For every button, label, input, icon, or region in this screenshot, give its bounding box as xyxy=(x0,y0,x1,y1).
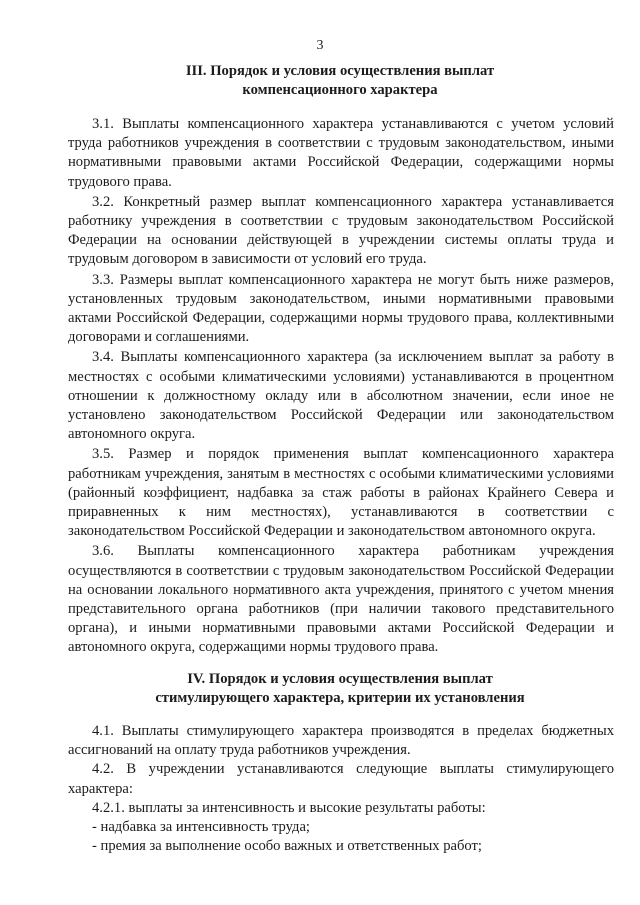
paragraph-3-1: 3.1. Выплаты компенсационного характера устанавливаются с учетом условий труда работников учреждения в соответствии с трудовым законодательством, иными нормативными правовыми актами Российской Федерации, содержащими нормы трудового права. xyxy=(68,116,614,190)
paragraph-4-1: 4.1. Выплаты стимулирующего характера производятся в пределах бюджетных ассигнований на оплату труда работников учреждения. xyxy=(68,723,614,759)
section-3-heading xyxy=(60,62,620,100)
paragraph-3-5: 3.5. Размер и порядок применения выплат компенсационного характера работникам учреждения, занятым в местностях с особыми климатическими условиями (районный коэффициент, надбавка за стаж работы в районах Крайнего Севера и приравненных к ним местностях), устанавливаются в соответствии с законодательством Российской Федерации и законодательством автономного округа. xyxy=(68,446,614,540)
section-3-title-line-2: компенсационного характера xyxy=(242,82,438,98)
paragraph-3-4: 3.4. Выплаты компенсационного характера (за исключением выплат за работу в местностях с особыми климатическими условиями) устанавливаются в процентном отношении к должностному окладу или в абсолютном значении, если иное не установлено законодательством Российской Федерации или законодательством автономного округа. xyxy=(68,349,614,443)
subitem-4-2-1: 4.2.1. выплаты за интенсивность и высокие результаты работы: xyxy=(92,799,486,816)
section-4-heading xyxy=(60,670,620,708)
paragraph-4-2: 4.2. В учреждении устанавливаются следующие выплаты стимулирующего характера: xyxy=(68,761,614,797)
section-4-title-line-1: IV. Порядок и условия осуществления выплат xyxy=(187,671,493,687)
section-4-title-line-2: стимулирующего характера, критерии их установления xyxy=(155,690,525,706)
section-4-body xyxy=(68,722,614,856)
paragraph-3-6: 3.6. Выплаты компенсационного характера работникам учреждения осуществляются в соответствии с трудовым законодательством Российской Федерации на основании локального нормативного акта учреждения, принятого с учетом мнения представительного органа работников (при наличии такового представительного органа), и иными нормативными правовыми актами Российской Федерации и автономного округа, содержащими нормы трудового права. xyxy=(68,543,614,656)
paragraph-3-2: 3.2. Конкретный размер выплат компенсационного характера устанавливается работнику учреждения в соответствии с трудовым законодательством Российской Федерации на основании действующей в учреждении системы оплаты труда и трудовым договором в зависимости от условий его труда. xyxy=(68,193,614,268)
list-item: - премия за выполнение особо важных и ответственных работ; xyxy=(92,838,482,855)
section-3-title-line-1: III. Порядок и условия осуществления выплат xyxy=(185,63,495,79)
section-3-body xyxy=(68,115,614,658)
paragraph-3-3: 3.3. Размеры выплат компенсационного характера не могут быть ниже размеров, установленных трудовым законодательством, иными нормативными правовыми актами Российской Федерации, содержащими нормы трудового права, коллективными договорами и соглашениями. xyxy=(68,271,614,346)
list-item: - надбавка за интенсивность труда; xyxy=(92,819,310,836)
page-number: 3 xyxy=(316,38,324,53)
